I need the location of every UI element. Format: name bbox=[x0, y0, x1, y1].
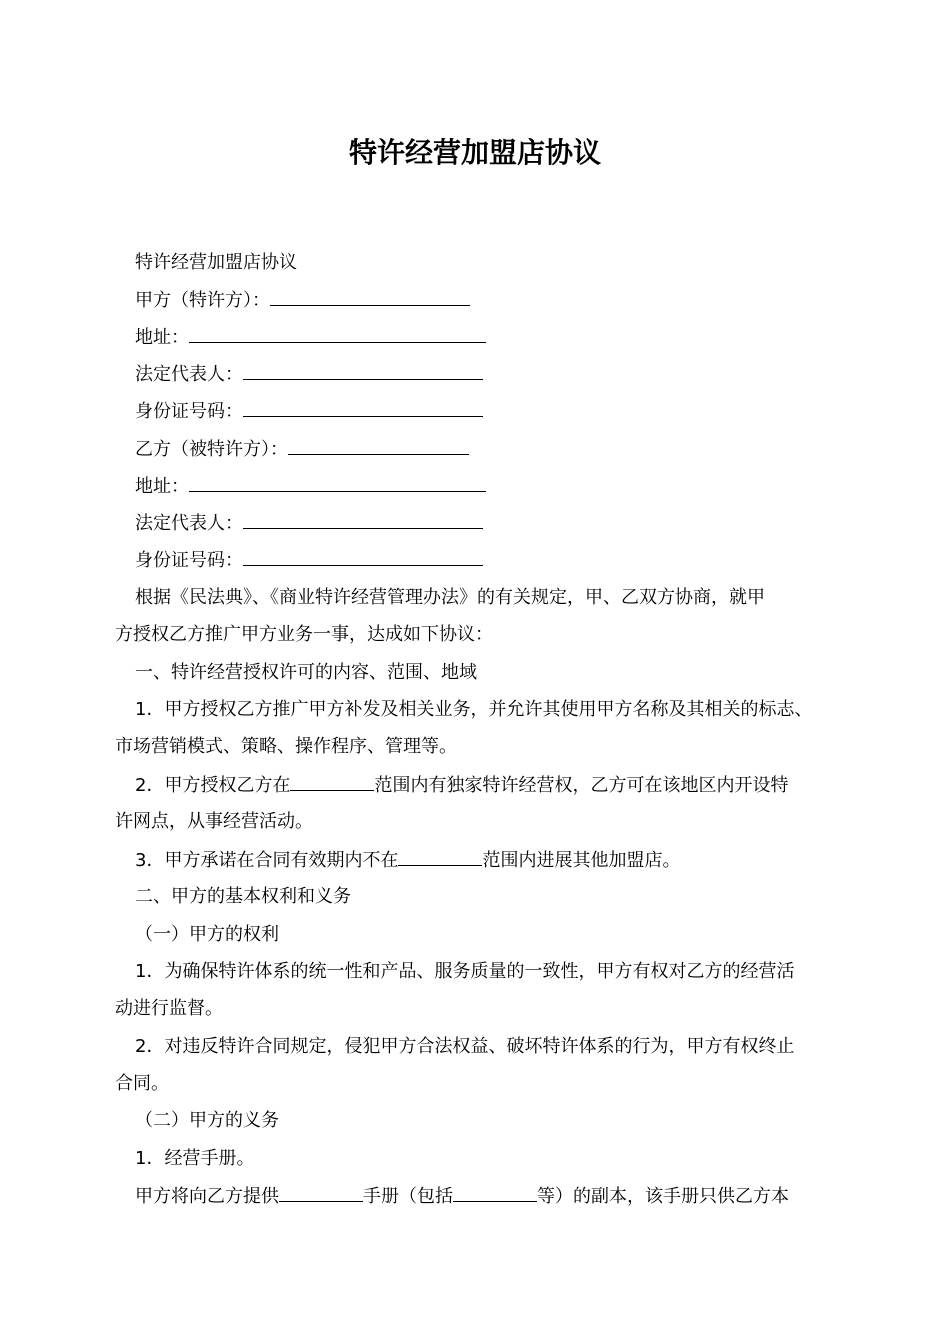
s1-item-1-line-2: 市场营销模式、策略、操作程序、管理等。 bbox=[115, 736, 457, 757]
party-a-id-label: 身份证号码： bbox=[135, 401, 243, 422]
party-b-legal-rep-label: 法定代表人： bbox=[135, 513, 243, 534]
party-b-legal-rep-field[interactable] bbox=[243, 510, 483, 529]
party-b-id-label: 身份证号码： bbox=[135, 550, 243, 571]
party-a-id-field[interactable] bbox=[243, 398, 483, 417]
party-b-address-line bbox=[135, 473, 486, 500]
party-b-name-field[interactable] bbox=[288, 436, 469, 455]
s2-right-2-line-2: 合同。 bbox=[115, 1073, 169, 1094]
s1-item-3-text-a: 3．甲方承诺在合同有效期内不在 bbox=[135, 850, 399, 871]
party-b-legal-rep-line bbox=[135, 510, 483, 537]
party-a-legal-rep-field[interactable] bbox=[243, 361, 483, 380]
party-a-legal-rep-line bbox=[135, 361, 483, 388]
s2-duty-1-text bbox=[135, 1183, 789, 1210]
party-a-address-label: 地址： bbox=[135, 327, 189, 348]
party-a-id-line bbox=[135, 398, 483, 425]
section-2-heading: 二、甲方的基本权利和义务 bbox=[135, 886, 351, 907]
s2-duty-1-text-c: 等）的副本，该手册只供乙方本 bbox=[537, 1186, 789, 1207]
party-b-name-line bbox=[135, 436, 469, 463]
party-a-name-line bbox=[135, 287, 470, 314]
party-a-address-field[interactable] bbox=[189, 324, 486, 343]
s1-item-2-line-1 bbox=[135, 772, 788, 799]
party-b-address-field[interactable] bbox=[189, 473, 486, 492]
party-a-address-line bbox=[135, 324, 486, 351]
s1-item-1-line-1: 1．甲方授权乙方推广甲方补发及相关业务，并允许其使用甲方名称及其相关的标志、 bbox=[135, 699, 813, 720]
s2-right-2-line-1: 2．对违反特许合同规定，侵犯甲方合法权益、破坏特许体系的行为，甲方有权终止 bbox=[135, 1036, 795, 1057]
document-subtitle: 特许经营加盟店协议 bbox=[135, 252, 297, 273]
s1-item-2-text-a: 2．甲方授权乙方在 bbox=[135, 775, 291, 796]
preamble-line-2: 方授权乙方推广甲方业务一事，达成如下协议： bbox=[115, 624, 493, 645]
party-b-name-label: 乙方（被特许方）： bbox=[135, 439, 288, 460]
manual-name-blank[interactable] bbox=[279, 1183, 363, 1202]
party-b-id-field[interactable] bbox=[243, 547, 483, 566]
s1-item-3-line bbox=[135, 847, 680, 874]
s2-duties-heading: （二）甲方的义务 bbox=[135, 1110, 279, 1131]
section-1-heading: 一、特许经营授权许可的内容、范围、地域 bbox=[135, 662, 477, 683]
s2-right-1-line-1: 1．为确保特许体系的统一性和产品、服务质量的一致性，甲方有权对乙方的经营活 bbox=[135, 961, 795, 982]
party-a-name-field[interactable] bbox=[270, 287, 470, 306]
party-b-id-line bbox=[135, 547, 483, 574]
s2-duty-1-text-b: 手册（包括 bbox=[363, 1186, 453, 1207]
document-title: 特许经营加盟店协议 bbox=[348, 136, 601, 169]
s2-duty-1-heading: 1．经营手册。 bbox=[135, 1148, 255, 1169]
preamble-line-1: 根据《民法典》、《商业特许经营管理办法》的有关规定，甲、乙双方协商，就甲 bbox=[135, 587, 765, 608]
party-a-legal-rep-label: 法定代表人： bbox=[135, 364, 243, 385]
region-blank[interactable] bbox=[290, 772, 374, 791]
s1-item-3-text-b: 范围内进展其他加盟店。 bbox=[482, 850, 681, 871]
s1-item-2-line-2: 许网点，从事经营活动。 bbox=[115, 811, 313, 832]
s2-rights-heading: （一）甲方的权利 bbox=[135, 924, 279, 945]
s1-item-2-text-b: 范围内有独家特许经营权，乙方可在该地区内开设特 bbox=[374, 775, 789, 796]
manual-contents-blank[interactable] bbox=[453, 1183, 537, 1202]
party-b-address-label: 地址： bbox=[135, 476, 189, 497]
s2-right-1-line-2: 动进行监督。 bbox=[115, 998, 223, 1019]
exclusive-region-blank[interactable] bbox=[398, 847, 482, 866]
s2-duty-1-text-a: 甲方将向乙方提供 bbox=[135, 1186, 279, 1207]
party-a-name-label: 甲方（特许方）： bbox=[135, 290, 270, 311]
